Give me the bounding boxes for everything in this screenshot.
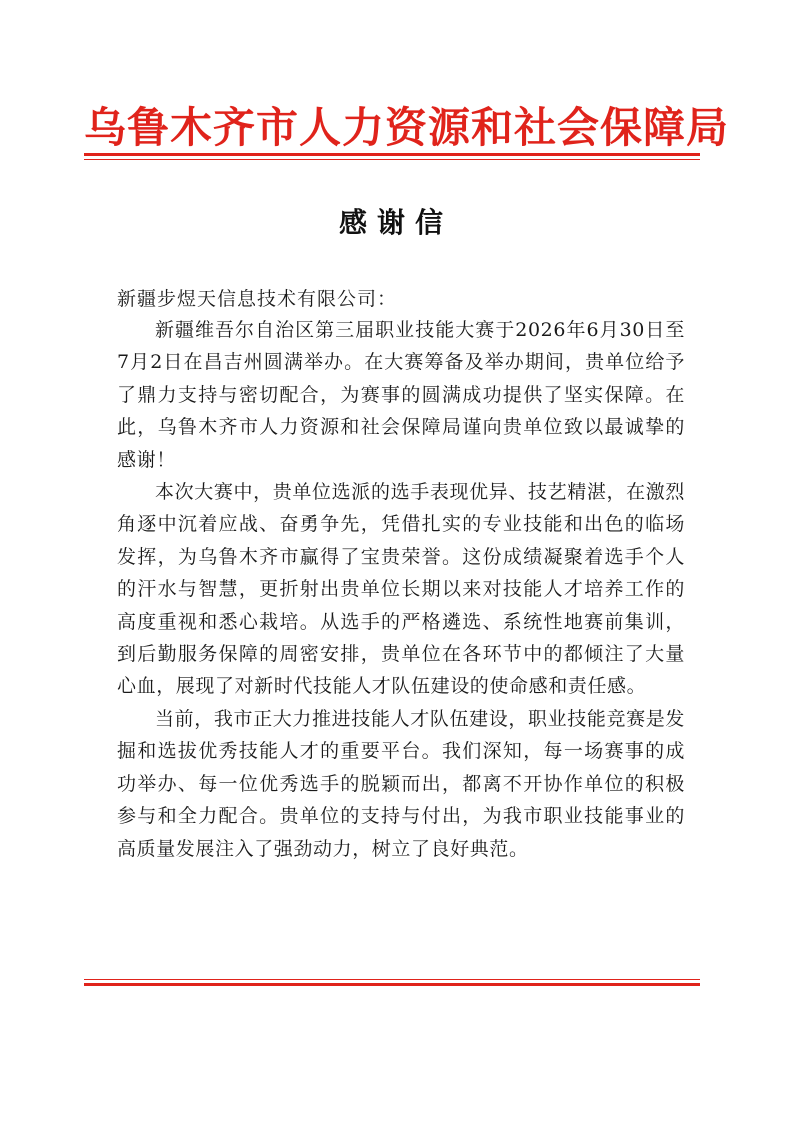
letterhead-top-rule-thick	[84, 153, 700, 156]
letter-paragraph-2: 本次大赛中，贵单位选派的选手表现优异、技艺精湛，在激烈角逐中沉着应战、奋勇争先，凭借扎实的专业技能和出色的临场发挥，为乌鲁木齐市赢得了宝贵荣誉。这份成绩凝聚着选手个人的汗水与智慧，更折射出贵单位长期以来对技能人才培养工作的高度重视和悉心栽培。从选手的严格遴选、系统性地赛前集训，到后勤服务保障的周密安排，贵单位在各环节中的都倾注了大量心血，展现了对新时代技能人才队伍建设的使命感和责任感。	[117, 481, 685, 698]
footer-rule-thin	[84, 979, 700, 980]
footer-rule-thick	[84, 983, 700, 986]
letterhead-top-rule-thin	[84, 159, 700, 160]
letter-body	[117, 314, 685, 865]
letterhead-organization-name: 乌鲁木齐市人力资源和社会保障局	[84, 103, 730, 152]
letter-paragraph-1: 新疆维吾尔自治区第三届职业技能大赛于2026年6月30日至7月2日在昌吉州圆满举办。在大赛筹备及举办期间，贵单位给予了鼎力支持与密切配合，为赛事的圆满成功提供了坚实保障。在此，乌鲁木齐市人力资源和社会保障局谨向贵单位致以最诚挚的感谢！	[117, 319, 686, 471]
letter-paragraph-3: 当前，我市正大力推进技能人才队伍建设，职业技能竞赛是发掘和选拔优秀技能人才的重要平台。我们深知，每一场赛事的成功举办、每一位优秀选手的脱颖而出，都离不开协作单位的积极参与和全力配合。贵单位的支持与付出，为我市职业技能事业的高质量发展注入了强劲动力，树立了良好典范。	[117, 707, 685, 860]
letter-salutation: 新疆步煜天信息技术有限公司：	[117, 288, 398, 310]
letter-title: 感谢信	[338, 206, 453, 239]
